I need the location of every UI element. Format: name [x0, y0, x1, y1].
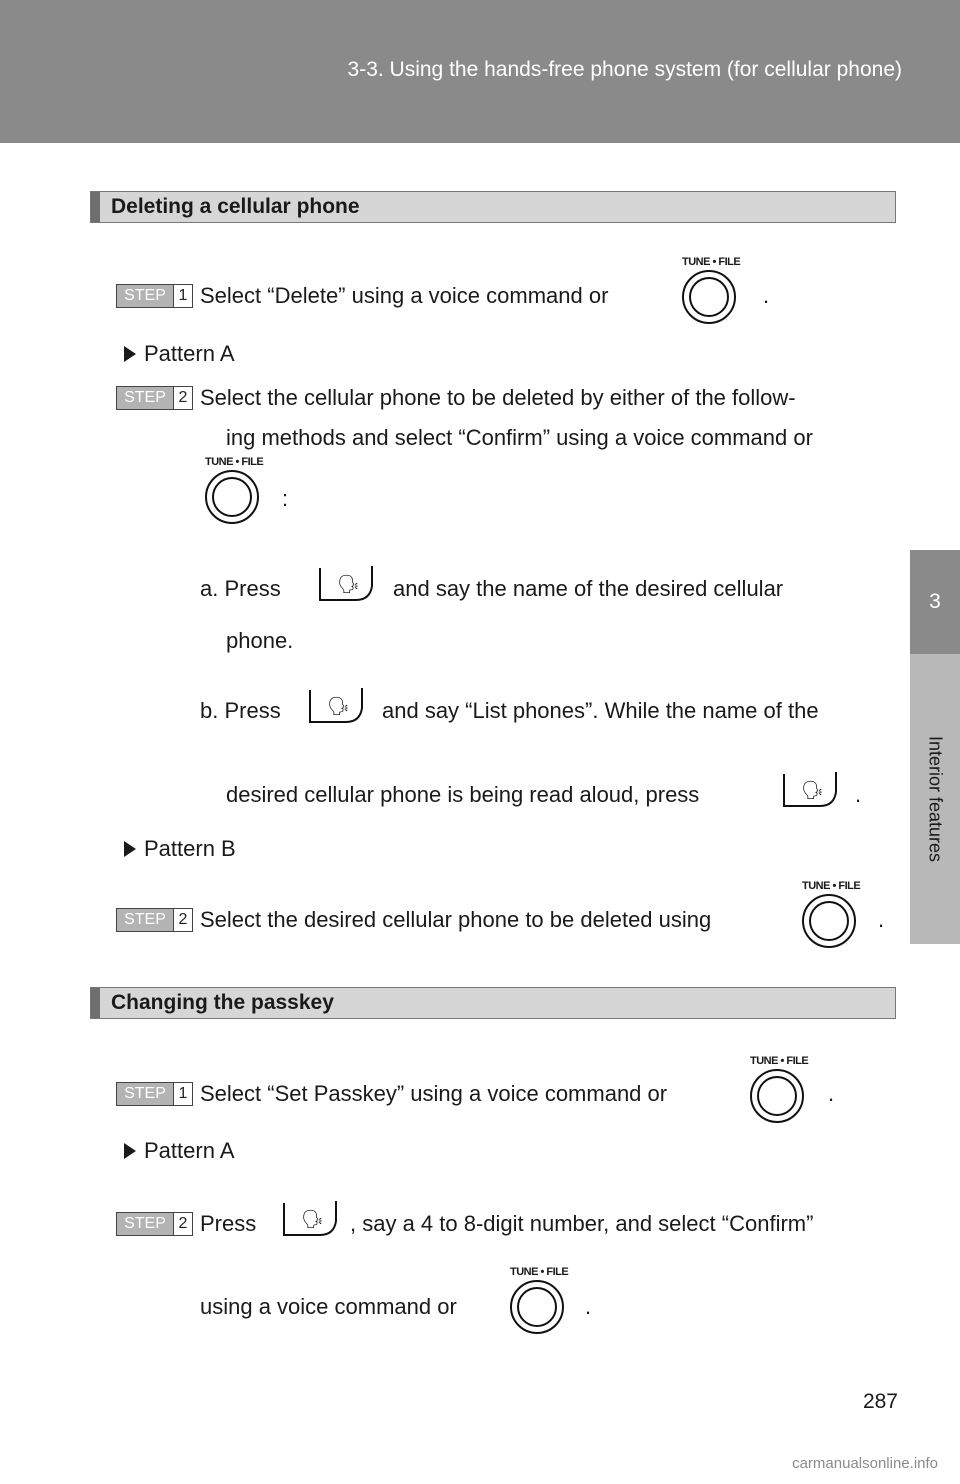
side-tab [910, 654, 960, 944]
svg-text:🗣: 🗣 [327, 696, 350, 717]
step-badge: STEP 2 [116, 386, 193, 410]
side-tab-label: Interior features [925, 735, 946, 863]
page-number: 287 [862, 1390, 898, 1413]
step-text: Select the desired cellular phone to be deleted using [200, 907, 712, 932]
section-title-passkey: Changing the passkey [90, 987, 896, 1019]
talk-switch-icon [780, 766, 840, 822]
svg-text:🗣: 🗣 [337, 574, 360, 595]
step-text: Select the cellular phone to be deleted by either of the follow- [200, 385, 796, 410]
side-tab-number: 3 [910, 550, 960, 654]
step-badge: STEP 1 [116, 284, 193, 308]
step-text: , say a 4 to 8-digit number, and select “Confirm” [350, 1211, 814, 1236]
section-title-deleting: Deleting a cellular phone [90, 191, 896, 223]
arrow-icon [124, 1143, 136, 1159]
tune-file-knob-icon: TUNE • FILE [203, 456, 265, 530]
step-text: ing methods and select “Confirm” using a voice command or [226, 425, 813, 450]
step-badge: STEP 2 [116, 908, 193, 932]
tune-file-knob-icon: TUNE • FILE [748, 1055, 810, 1129]
step-text: Select “Delete” using a voice command or [200, 283, 609, 308]
period: . [585, 1294, 592, 1319]
period: . [855, 782, 862, 807]
period: . [763, 283, 770, 308]
step-text: using a voice command or [200, 1294, 457, 1319]
option-a-prefix: a. Press [200, 576, 281, 601]
step-text: Select “Set Passkey” using a voice command or [200, 1081, 668, 1106]
talk-switch-icon [280, 1195, 340, 1251]
svg-text:🗣: 🗣 [801, 780, 824, 801]
pattern-label: Pattern A [144, 341, 235, 366]
option-b-text: desired cellular phone is being read aloud, press [226, 782, 700, 807]
tune-file-knob-icon: TUNE • FILE [508, 1266, 570, 1340]
arrow-icon [124, 841, 136, 857]
step-badge: STEP 2 [116, 1212, 193, 1236]
option-b-prefix: b. Press [200, 698, 281, 723]
chapter-header-title: 3-3. Using the hands-free phone system (for cellular phone) [347, 58, 902, 81]
svg-text:🗣: 🗣 [301, 1209, 324, 1230]
arrow-icon [124, 346, 136, 362]
colon: : [282, 486, 289, 511]
header-band [0, 0, 960, 143]
tune-file-knob-icon: TUNE • FILE [680, 256, 742, 330]
period: . [878, 907, 885, 932]
option-a-text: and say the name of the desired cellular [393, 576, 784, 601]
pattern-label: Pattern B [144, 836, 236, 861]
step-text: Press [200, 1211, 257, 1236]
option-b-text: and say “List phones”. While the name of the [382, 698, 819, 723]
talk-switch-icon [316, 560, 376, 616]
period: . [828, 1081, 835, 1106]
watermark: carmanualsonline.info [792, 1455, 938, 1472]
talk-switch-icon [306, 682, 366, 738]
tune-file-knob-icon: TUNE • FILE [800, 880, 862, 954]
option-a-text: phone. [226, 628, 294, 653]
step-badge: STEP 1 [116, 1082, 193, 1106]
pattern-label: Pattern A [144, 1138, 235, 1163]
